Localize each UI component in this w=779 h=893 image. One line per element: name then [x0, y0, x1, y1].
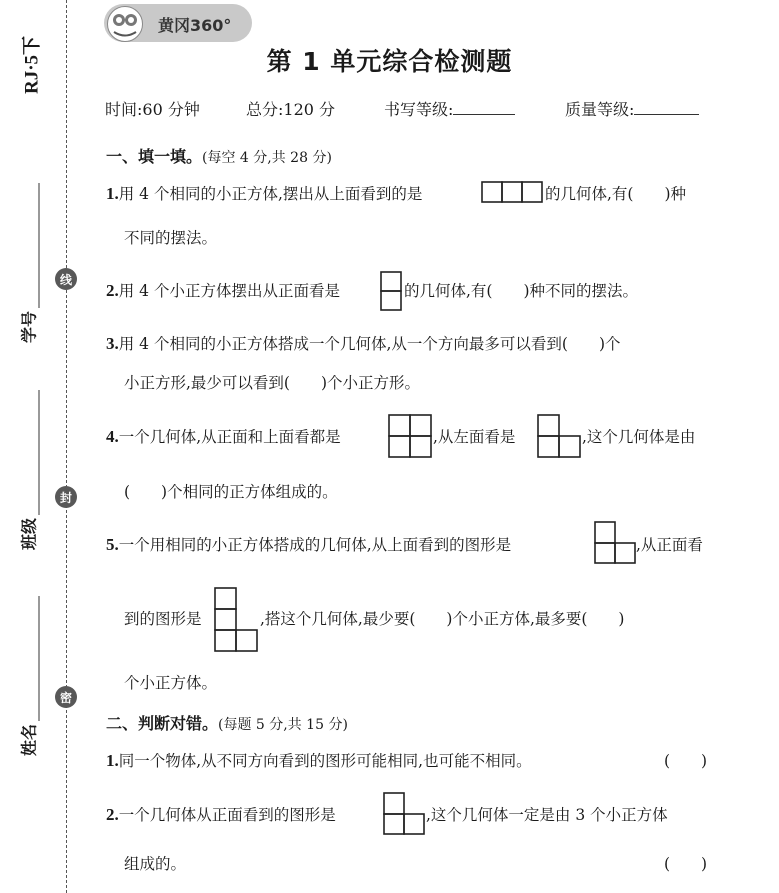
time-info: 时间:60 分钟 — [105, 100, 200, 119]
seal-mark: 密 — [55, 686, 77, 708]
question-4-continued: ,这个几何体是由 — [582, 428, 696, 446]
figure-left-view — [537, 414, 583, 458]
edition-code: RJ·5下 — [21, 35, 43, 95]
question-3: 3.用 4 个相同的小正方体搭成一个几何体,从一个方向最多可以看到( )个 — [106, 334, 621, 353]
question-5-continued: ,从正面看 — [636, 536, 703, 554]
total-score-info: 总分:120 分 — [246, 100, 336, 119]
seal-mark: 线 — [55, 268, 77, 290]
page-title: 第 1 单元综合检测题 — [266, 47, 513, 76]
section-heading: 一、填一填。(每空 4 分,共 28 分) — [106, 147, 332, 166]
question-1-continued: 的几何体,有( )种 — [545, 185, 687, 203]
answer-parentheses[interactable]: ( ) — [664, 752, 708, 770]
brand-badge — [104, 4, 252, 42]
question-5-continued: ,搭这个几何体,最少要( )个小正方体,最多要( ) — [260, 610, 625, 628]
section-heading: 二、判断对错。(每题 5 分,共 15 分) — [106, 714, 348, 733]
judge-question-1: 1.同一个物体,从不同方向看到的图形可能相同,也可能不相同。 — [106, 751, 532, 770]
figure-two-squares-stacked — [380, 271, 404, 313]
question-4-continued: ,从左面看是 — [433, 428, 516, 446]
question-1: 1.用 4 个相同的小正方体,摆出从上面看到的是 — [106, 184, 423, 203]
question-5-continued: 到的图形是 — [124, 610, 202, 628]
seal-mark: 封 — [55, 486, 77, 508]
name-field[interactable]: 姓名 — [8, 596, 48, 756]
student-number-field[interactable]: 学号 — [8, 183, 48, 343]
answer-parentheses[interactable]: ( ) — [664, 855, 708, 873]
question-4-continued: ( )个相同的正方体组成的。 — [124, 483, 338, 501]
writing-grade-blank[interactable] — [453, 100, 515, 115]
question-5-continued: 个小正方体。 — [124, 674, 218, 692]
question-5: 5.一个用相同的小正方体搭成的几何体,从上面看到的图形是 — [106, 535, 512, 554]
question-2: 2.用 4 个小正方体摆出从正面看是 — [106, 281, 340, 300]
class-field[interactable]: 班级 — [8, 390, 48, 550]
judge-question-2-continued: 组成的。 — [124, 855, 187, 873]
quality-grade-blank[interactable] — [634, 100, 699, 115]
question-1-continued: 不同的摆法。 — [124, 229, 218, 247]
figure-front-view-l — [383, 792, 427, 836]
figure-three-squares-row — [481, 181, 544, 204]
writing-grade-label: 书写等级: — [384, 97, 515, 120]
figure-front-view — [214, 587, 259, 653]
brand-name: 黄冈360° — [158, 16, 232, 35]
brand-logo-icon — [107, 6, 143, 42]
judge-question-2: 2.一个几何体从正面看到的图形是 — [106, 805, 336, 824]
question-2-continued: 的几何体,有( )种不同的摆法。 — [404, 282, 639, 300]
question-4: 4.一个几何体,从正面和上面看都是 — [106, 427, 341, 446]
figure-2x2-grid — [388, 414, 434, 458]
quality-grade-label: 质量等级: — [565, 97, 699, 120]
question-3-continued: 小正方形,最少可以看到( )个小正方形。 — [124, 374, 421, 392]
binding-cut-line — [66, 0, 67, 893]
figure-top-view — [594, 521, 638, 565]
judge-question-2-continued: ,这个几何体一定是由 3 个小正方体 — [426, 806, 668, 824]
